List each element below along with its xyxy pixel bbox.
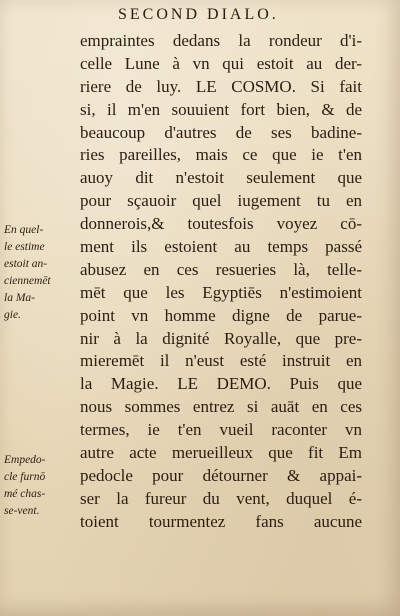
margin-note-line: ciennemēt: [4, 275, 51, 287]
margin-note-line: cle furnō: [4, 471, 46, 483]
margin-note-line: se-vent.: [4, 505, 40, 517]
text-line: ser la fureur du vent, duquel é-: [80, 488, 362, 508]
text-line: mieremēt il n'eust esté instruit en: [80, 351, 362, 371]
text-line: nir à la dignité Royalle, que pre-: [80, 328, 362, 348]
text-line: ries pareilles, mais ce que ie t'en: [80, 145, 362, 165]
text-line: nous sommes entrez si auāt en ces: [80, 397, 362, 417]
margin-note-line: mé chas-: [4, 488, 46, 500]
margin-note-line: le estime: [4, 241, 45, 253]
margin-note-line: En quel-: [4, 224, 44, 236]
text-line: empraintes dedans la rondeur d'i-: [80, 31, 362, 50]
text-line: pedocle pour détourner & appai-: [80, 465, 362, 485]
text-line: pour sçauoir quel iugement tu en: [80, 191, 362, 211]
margin-note-line: Empedo-: [4, 454, 46, 466]
text-line: riere de luy. LE COSMO. Si fait: [80, 76, 362, 96]
text-line: celle Lune à vn qui estoit au der-: [80, 53, 362, 73]
text-line: si, il m'en souuient fort bien, & de: [80, 99, 362, 119]
text-line: termes, ie t'en vueil raconter vn: [80, 420, 362, 440]
text-line: toient tourmentez fans aucune: [80, 511, 362, 531]
text-line: autre acte merueilleux que fit Em: [80, 443, 362, 463]
body-text: [80, 30, 362, 534]
text-line: ment ils estoient au temps passé: [80, 237, 362, 257]
margin-note-line: la Ma-: [4, 292, 35, 304]
margin-note: [4, 222, 76, 324]
text-line: abusez en ces resueries là, telle-: [80, 259, 362, 279]
text-line: mēt que les Egyptiēs n'estimoient: [80, 282, 362, 302]
text-line: la Magie. LE DEMO. Puis que: [80, 374, 362, 394]
text-line: point vn homme digne de parue-: [80, 305, 362, 325]
running-head: SECOND DIALO.: [118, 6, 279, 23]
margin-note: [4, 452, 76, 520]
text-line: donnerois,& toutesfois voyez cō-: [80, 214, 362, 234]
text-line: beaucoup d'autres de ses badine-: [80, 122, 362, 142]
margin-note-line: gie.: [4, 309, 21, 321]
margin-note-line: estoit an-: [4, 258, 48, 270]
text-line: auoy dit n'estoit seulement que: [80, 168, 362, 188]
